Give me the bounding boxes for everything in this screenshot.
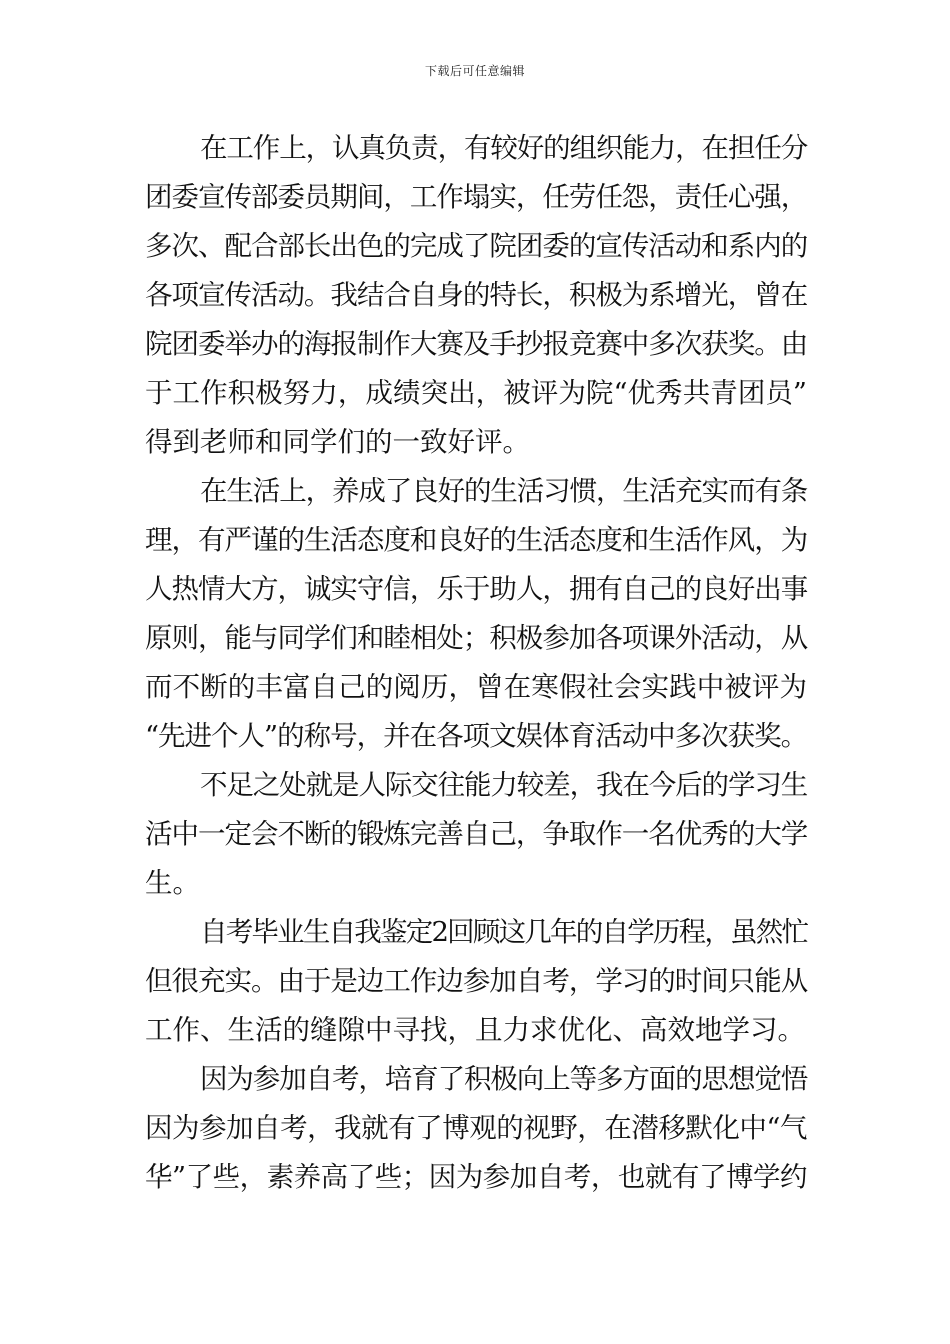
text-line: 生。 [145, 867, 200, 899]
text-line: 人热情大方，诚实守信，乐于助人，拥有自己的良好出事 [145, 573, 807, 605]
document-body [145, 124, 807, 1202]
page-header: 下载后可任意编辑 [424, 64, 525, 78]
text-line: 工作、生活的缝隙中寻找，且力求优化、高效地学习。 [145, 1014, 805, 1046]
text-line: 自考毕业生自我鉴定2回顾这几年的自学历程，虽然忙 [200, 916, 807, 948]
text-line: 得到老师和同学们的一致好评。 [145, 426, 530, 458]
paragraph-exam-benefits [145, 1055, 807, 1202]
text-line: 但很充实。由于是边工作边参加自考，学习的时间只能从 [145, 965, 807, 997]
text-line: 华”了些，素养高了些；因为参加自考，也就有了博学约 [145, 1161, 807, 1193]
text-line: 院团委举办的海报制作大赛及手抄报竞赛中多次获奖。由 [145, 328, 807, 360]
text-line: 团委宣传部委员期间，工作塌实，任劳任怨，责任心强， [145, 181, 807, 213]
paragraph-life [145, 467, 807, 761]
text-line: 在生活上，养成了良好的生活习惯，生活充实而有条 [200, 475, 807, 507]
paragraph-shortcomings [145, 761, 807, 908]
text-line: 因为参加自考，我就有了博观的视野，在潜移默化中“气 [145, 1112, 807, 1144]
text-line: 原则，能与同学们和睦相处；积极参加各项课外活动，从 [145, 622, 807, 654]
text-line: 多次、配合部长出色的完成了院团委的宣传活动和系内的 [145, 230, 807, 262]
text-line: 不足之处就是人际交往能力较差，我在今后的学习生 [200, 769, 807, 801]
text-line: 活中一定会不断的锻炼完善自己，争取作一名优秀的大学 [145, 818, 807, 850]
paragraph-work [145, 124, 807, 467]
text-line: 理，有严谨的生活态度和良好的生活态度和生活作风，为 [145, 524, 807, 556]
paragraph-self-study [145, 908, 807, 1055]
text-line: 在工作上，认真负责，有较好的组织能力，在担任分 [200, 132, 807, 164]
text-line: 各项宣传活动。我结合自身的特长，积极为系增光，曾在 [145, 279, 807, 311]
text-line: 因为参加自考，培育了积极向上等多方面的思想觉悟 [200, 1063, 807, 1095]
text-line: 于工作积极努力，成绩突出，被评为院“优秀共青团员” [145, 377, 807, 409]
text-line: 而不断的丰富自己的阅历，曾在寒假社会实践中被评为 [145, 671, 807, 703]
text-line: “先进个人”的称号，并在各项文娱体育活动中多次获奖。 [145, 720, 808, 752]
